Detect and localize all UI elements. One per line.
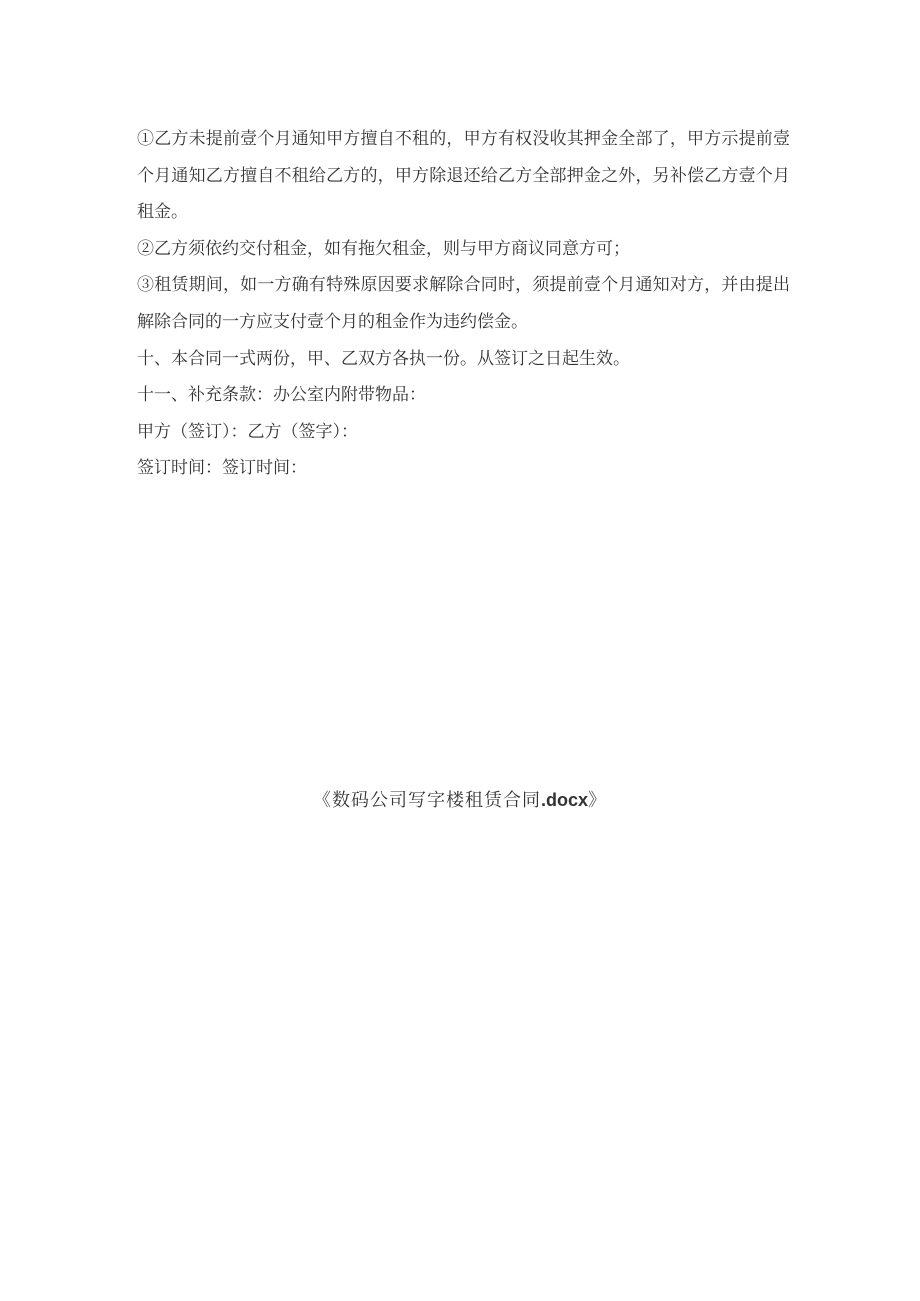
document-filename-caption	[0, 788, 920, 812]
clause-ten-copies: 十、本合同一式两份，甲、乙双方各执一份。从签订之日起生效。	[137, 348, 630, 368]
clause-eleven-supplementary: 十一、补充条款：办公室内附带物品：	[137, 385, 426, 405]
filename-extension: .docx	[540, 790, 588, 810]
signing-date-line: 签订时间：签订时间：	[137, 458, 307, 478]
signature-line: 甲方（签订）：乙方（签字）：	[137, 421, 358, 441]
clause-termination-sub2: ②乙方须依约交付租金，如有拖欠租金，则与甲方商议同意方可；	[137, 238, 630, 258]
filename-suffix: 》	[588, 790, 607, 810]
contract-body	[137, 121, 790, 487]
filename-prefix: 《数码公司写字楼租赁合同	[312, 790, 541, 810]
clause-termination-sub3: ③租赁期间，如一方确有特殊原因要求解除合同时，须提前壹个月通知对方，并由提出解除合同的一方应支付壹个月的租金作为违约偿金。	[137, 275, 790, 331]
clause-termination-sub1: ①乙方未提前壹个月通知甲方擅自不租的，甲方有权没收其押金全部了，甲方示提前壹个月通知乙方擅自不租给乙方的，甲方除退还给乙方全部押金之外，另补偿乙方壹个月租金。	[137, 129, 790, 222]
